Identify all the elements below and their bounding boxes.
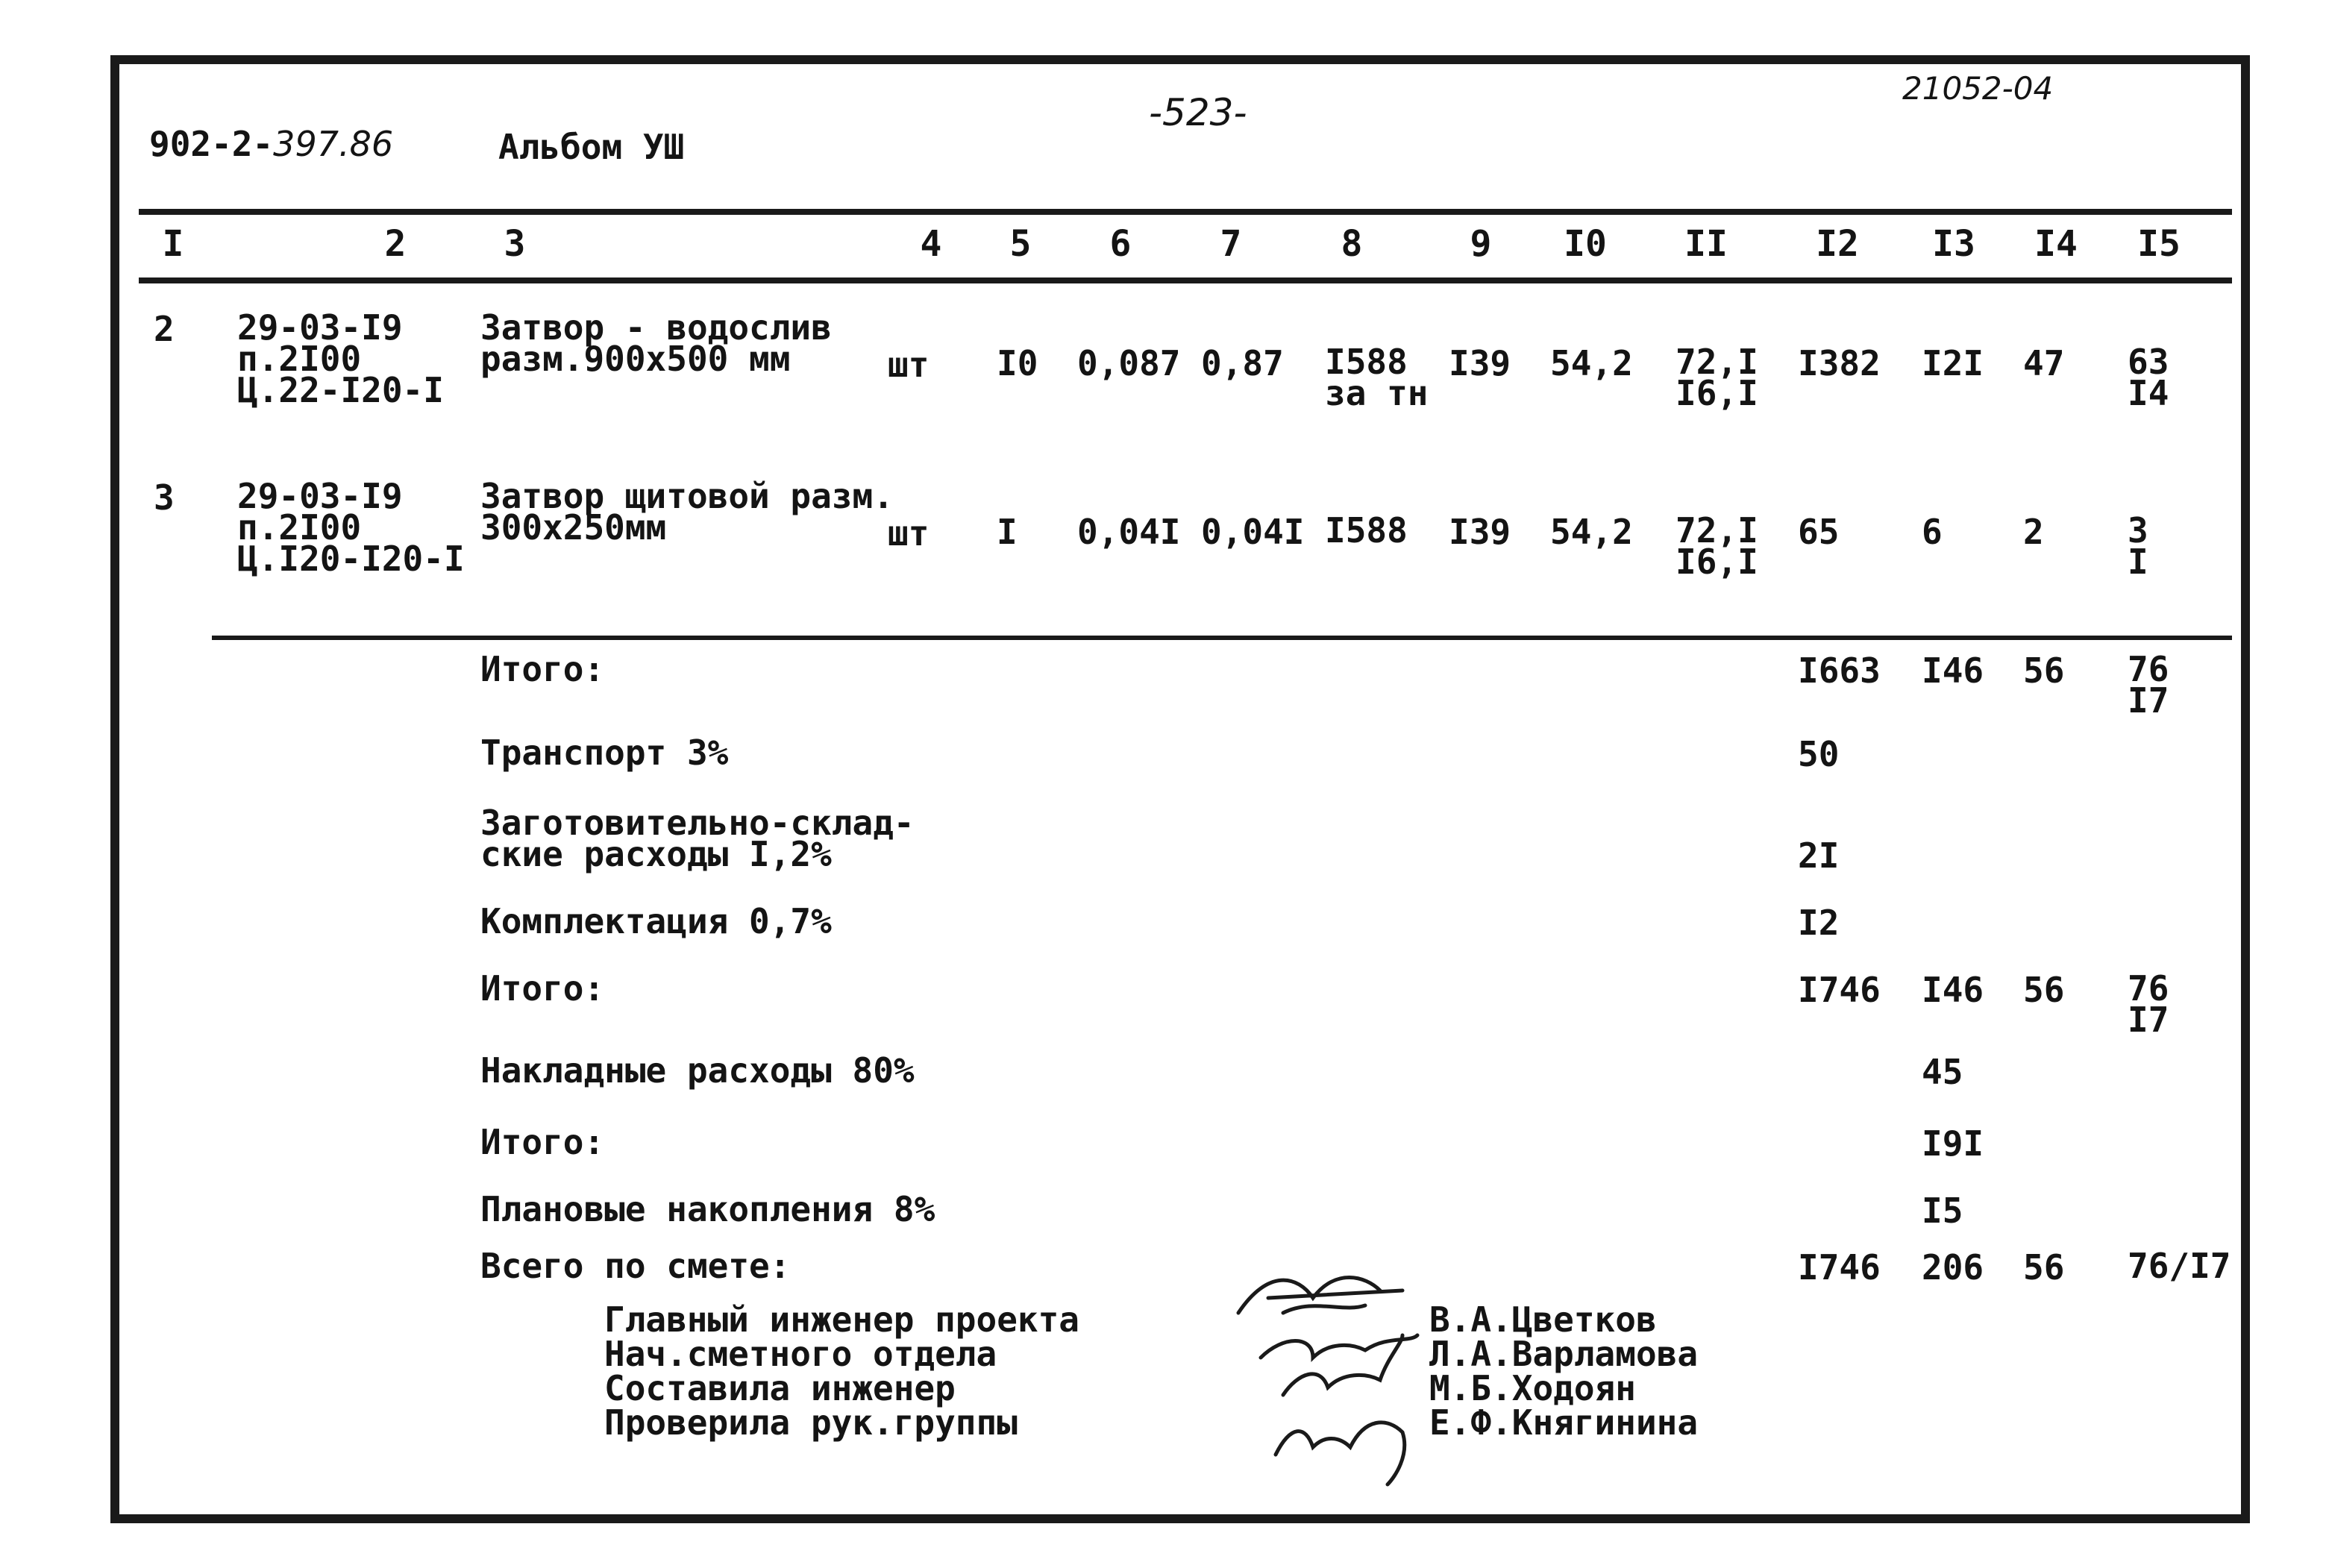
row-col12: I382 (1798, 343, 1881, 383)
column-number: 2 (384, 223, 407, 265)
row-unit: шт (888, 345, 930, 385)
row-name: Затвор - водослив разм.900х500 мм (480, 307, 832, 379)
row-col14: 47 (2023, 343, 2065, 383)
column-number: I0 (1564, 223, 1607, 265)
row-col9: I39 (1449, 343, 1511, 383)
doc-code-handwritten: 397.86 (273, 124, 394, 164)
summary-col15: 76/I7 (2128, 1246, 2231, 1286)
row-col14: 2 (2023, 512, 2044, 552)
row-col15: 63 I4 (2128, 342, 2169, 413)
row-col13: 6 (1922, 512, 1943, 552)
summary-label: Транспорт 3% (480, 733, 729, 773)
signature-role: Главный инженер проекта (604, 1299, 1079, 1340)
summary-label: Итого: (480, 649, 605, 689)
signature-name: В.А.Цветков (1429, 1299, 1657, 1340)
summary-col14: 56 (2023, 970, 2065, 1010)
row-code: 29-03-I9 п.2I00 Ц.I20-I20-I (237, 476, 465, 579)
column-number: 4 (920, 223, 942, 265)
summary-col12: I746 (1798, 1247, 1881, 1288)
summary-label: Плановые накопления 8% (480, 1189, 935, 1229)
summary-col12: 2I (1798, 835, 1840, 876)
row-name: Затвор щитовой разм. 300х250мм (480, 476, 894, 548)
column-number: 7 (1220, 223, 1242, 265)
row-col12: 65 (1798, 512, 1840, 552)
row-col10: 54,2 (1550, 512, 1633, 552)
row-col15: 3 I (2128, 510, 2148, 582)
column-number: 3 (504, 223, 526, 265)
row-col8: I588 за тн (1325, 342, 1429, 413)
header-rule-bottom (139, 277, 2232, 283)
page-number: -523- (1149, 91, 1247, 134)
summary-label: Итого: (480, 1122, 605, 1162)
signature-role: Составила инженер (604, 1368, 956, 1408)
summary-label: Итого: (480, 968, 605, 1009)
album-label: Альбом УШ (498, 127, 685, 167)
column-number: I (162, 223, 184, 265)
row-col8: I588 (1325, 510, 1408, 551)
summary-col13: 45 (1922, 1052, 1963, 1092)
doc-code-prefix: 902-2- (149, 124, 274, 164)
row-col9: I39 (1449, 512, 1511, 552)
summary-rule (212, 636, 2232, 640)
signature-name: Л.А.Варламова (1429, 1334, 1699, 1374)
column-number: I3 (1932, 223, 1975, 265)
summary-col14: 56 (2023, 1247, 2065, 1288)
column-number: 8 (1341, 223, 1363, 265)
summary-col13: I5 (1922, 1191, 1963, 1231)
column-number: 5 (1009, 223, 1032, 265)
row-qty: I (997, 512, 1018, 552)
summary-col13: I9I (1922, 1123, 1984, 1164)
summary-col13: I46 (1922, 970, 1984, 1010)
archive-number: 21052-04 (1902, 70, 2054, 107)
column-number: II (1684, 223, 1728, 265)
column-number: I2 (1816, 223, 1859, 265)
signature-role: Проверила рук.группы (604, 1402, 1018, 1443)
summary-label: Заготовительно-склад- ские расходы I,2% (480, 803, 915, 874)
column-number: 6 (1109, 223, 1132, 265)
row-col11: 72,I I6,I (1675, 510, 1758, 582)
signature-name: Е.Ф.Княгинина (1429, 1402, 1699, 1443)
row-col11: 72,I I6,I (1675, 342, 1758, 413)
summary-col12: I663 (1798, 650, 1881, 691)
column-number: I5 (2137, 223, 2181, 265)
summary-col12: 50 (1798, 734, 1840, 774)
page-frame (110, 55, 2250, 1523)
row-code: 29-03-I9 п.2I00 Ц.22-I20-I (237, 307, 444, 410)
row-col7: 0,87 (1201, 343, 1284, 383)
row-col6: 0,04I (1077, 512, 1181, 552)
row-number: 2 (154, 309, 175, 349)
row-col10: 54,2 (1550, 343, 1633, 383)
row-qty: I0 (997, 343, 1038, 383)
row-unit: шт (888, 513, 930, 553)
signature-role: Нач.сметного отдела (604, 1334, 997, 1374)
summary-label: Комплектация 0,7% (480, 901, 832, 941)
summary-col12: I746 (1798, 970, 1881, 1010)
column-number: I4 (2034, 223, 2078, 265)
doc-code (149, 124, 394, 164)
summary-col13: 206 (1922, 1247, 1984, 1288)
summary-col12: I2 (1798, 903, 1840, 943)
row-col6: 0,087 (1077, 343, 1181, 383)
summary-col15: 76 I7 (2128, 968, 2169, 1040)
header-rule-top (139, 209, 2232, 215)
row-col7: 0,04I (1201, 512, 1305, 552)
signature-name: М.Б.Ходоян (1429, 1368, 1636, 1408)
summary-col15: 76 I7 (2128, 649, 2169, 721)
column-number: 9 (1470, 223, 1492, 265)
row-col13: I2I (1922, 343, 1984, 383)
summary-label: Всего по смете: (480, 1246, 791, 1286)
row-number: 3 (154, 477, 175, 518)
summary-col13: I46 (1922, 650, 1984, 691)
summary-label: Накладные расходы 80% (480, 1050, 915, 1091)
summary-col14: 56 (2023, 650, 2065, 691)
